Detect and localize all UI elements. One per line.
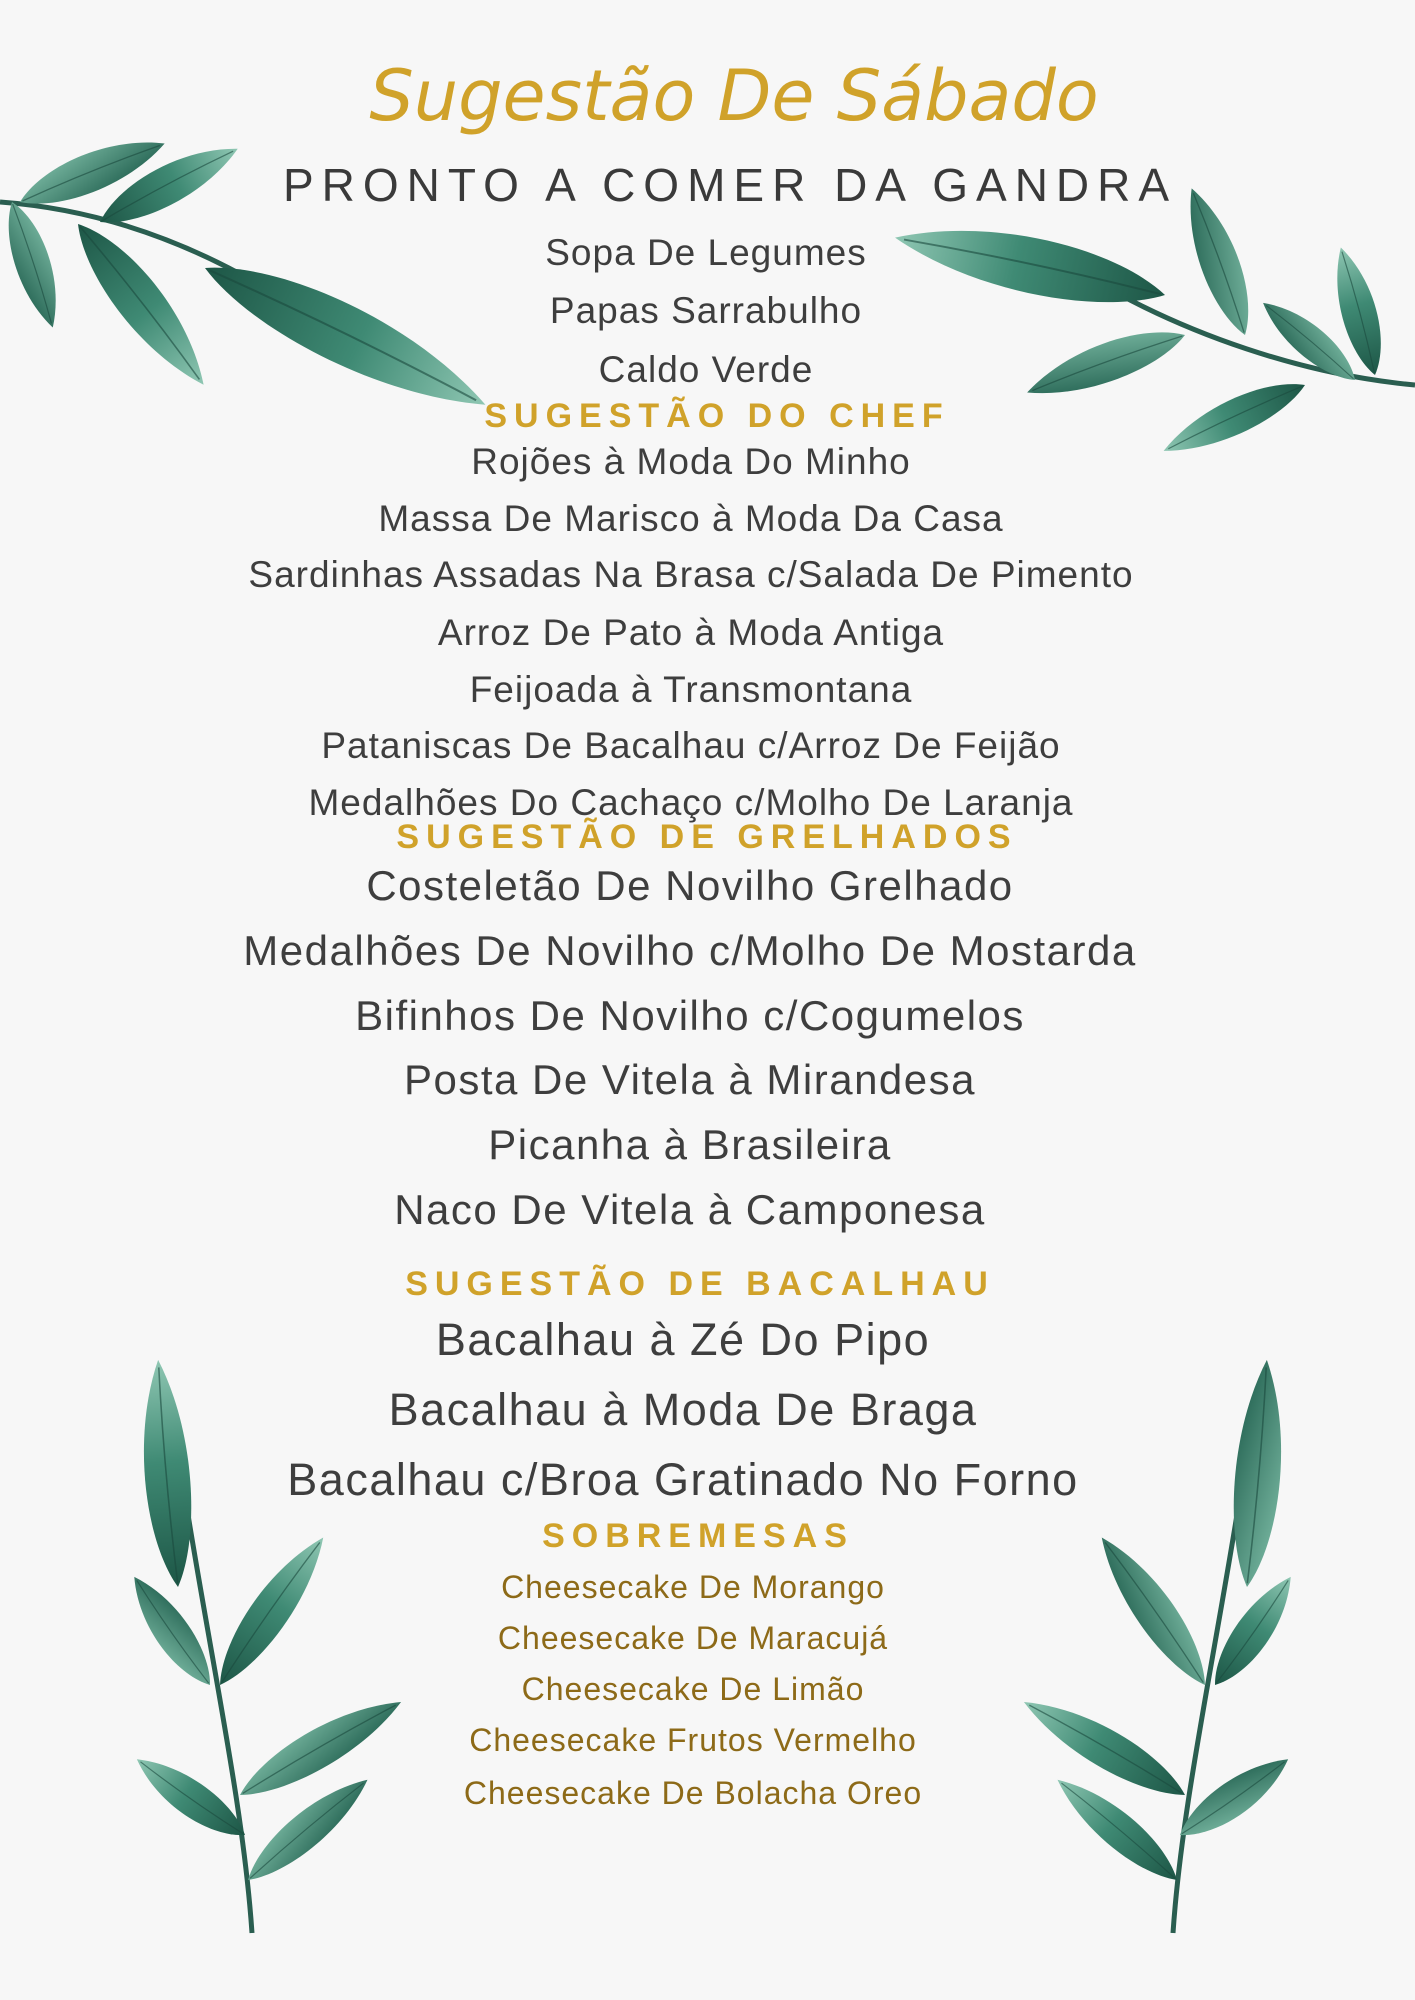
cod-item: Bacalhau à Moda De Braga (388, 1384, 978, 1435)
cod-item: Bacalhau c/Broa Gratinado No Forno (287, 1454, 1079, 1505)
chef-section-heading: SUGESTÃO DO CHEF (484, 397, 950, 435)
grill-item: Costeletão De Novilho Grelhado (366, 862, 1014, 909)
grill-item: Picanha à Brasileira (488, 1121, 892, 1168)
grill-section-heading: SUGESTÃO DE GRELHADOS (396, 818, 1018, 856)
chef-item: Pataniscas De Bacalhau c/Arroz De Feijão (321, 725, 1061, 766)
dessert-item: Cheesecake De Morango (501, 1569, 885, 1605)
dessert-item: Cheesecake De Maracujá (497, 1620, 889, 1656)
dessert-item: Cheesecake De Bolacha Oreo (463, 1775, 923, 1811)
desserts-section-heading: SOBREMESAS (542, 1517, 854, 1555)
dessert-item: Cheesecake De Limão (521, 1671, 865, 1707)
restaurant-subtitle: PRONTO A COMER DA GANDRA (282, 159, 1178, 211)
grill-item: Medalhões De Novilho c/Molho De Mostarda (243, 927, 1137, 974)
chef-item: Rojões à Moda Do Minho (471, 441, 911, 482)
soup-item: Papas Sarrabulho (549, 290, 863, 331)
cod-item: Bacalhau à Zé Do Pipo (435, 1314, 931, 1365)
grill-item: Posta De Vitela à Mirandesa (403, 1056, 977, 1103)
chef-item: Massa De Marisco à Moda Da Casa (378, 498, 1004, 539)
soup-item: Sopa De Legumes (545, 232, 867, 273)
soup-item: Caldo Verde (598, 349, 814, 390)
grill-item: Naco De Vitela à Camponesa (394, 1186, 986, 1233)
menu-title: Sugestão De Sábado (369, 55, 1099, 137)
chef-item: Feijoada à Transmontana (469, 669, 913, 710)
chef-item: Arroz De Pato à Moda Antiga (437, 612, 945, 653)
chef-item: Sardinhas Assadas Na Brasa c/Salada De Pimento (248, 554, 1134, 595)
grill-item: Bifinhos De Novilho c/Cogumelos (355, 992, 1025, 1039)
cod-section-heading: SUGESTÃO DE BACALHAU (405, 1265, 995, 1303)
chef-item: Medalhões Do Cachaço c/Molho De Laranja (308, 782, 1074, 823)
dessert-item: Cheesecake Frutos Vermelho (469, 1722, 917, 1758)
